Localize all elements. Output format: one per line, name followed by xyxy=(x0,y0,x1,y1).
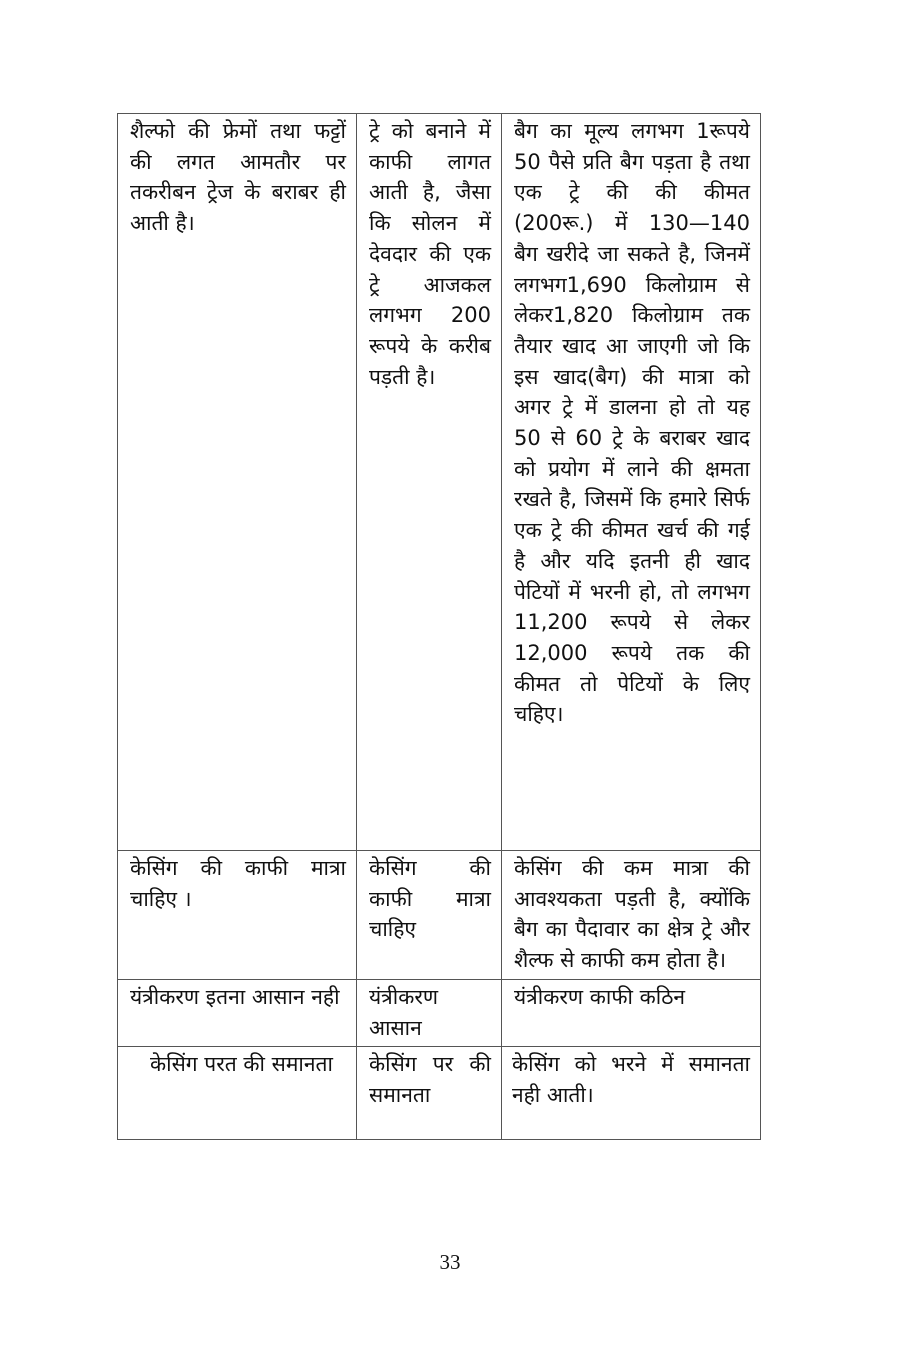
table-row xyxy=(118,851,761,980)
shelf-cell: शैल्फो की फ्रेमों तथा फट्टों की लगत आमतौर पर तकरीबन ट्रेज के बराबर ही आती है। xyxy=(118,114,357,851)
table-row xyxy=(118,114,761,851)
tray-cell: ट्रे को बनाने में काफी लागत आती है, जैसा कि सोलन में देवदार की एक ट्रे आजकल लगभग 200 रूपये के करीब पड़ती है। xyxy=(357,114,502,851)
shelf-cell: केसिंग परत की समानता xyxy=(118,1047,357,1140)
bag-cell: बैग का मूल्य लगभग 1रूपये 50 पैसे प्रति बैग पड़ता है तथा एक ट्रे की की कीमत (200रू.) में 130—140 बैग खरीदे जा सकते है, जिनमें लगभग1,690 किलोग्राम से लेकर1,820 किलोग्राम तक तैयार खाद आ जाएगी जो कि इस खाद(बैग) की मात्रा को अगर ट्रे में डालना हो तो यह 50 से 60 ट्रे के बराबर खाद को प्रयोग में लाने की क्षमता रखते है, जिसमें कि हमारे सिर्फ एक ट्रे की कीमत खर्च की गई है और यदि इतनी ही खाद पेटियों में भरनी हो, तो लगभग 11,200 रूपये से लेकर 12,000 रूपये तक की कीमत तो पेटियों के लिए चहिए। xyxy=(502,114,761,851)
shelf-cell: यंत्रीकरण इतना आसान नही xyxy=(118,980,357,1047)
bag-cell: यंत्रीकरण काफी कठिन xyxy=(502,980,761,1047)
bag-cell: केसिंग की कम मात्रा की आवश्यकता पड़ती है, क्योंकि बैग का पैदावार का क्षेत्र ट्रे और शैल्फ से काफी कम होता है। xyxy=(502,851,761,980)
shelf-cell: केसिंग की काफी मात्रा चाहिए । xyxy=(118,851,357,980)
table-row xyxy=(118,980,761,1047)
table-row xyxy=(118,1047,761,1140)
tray-cell: यंत्रीकरण आसान xyxy=(357,980,502,1047)
tray-cell: केसिंग पर की समानता xyxy=(357,1047,502,1140)
comparison-table xyxy=(117,113,761,1140)
bag-cell: केसिंग को भरने में समानता नही आती। xyxy=(502,1047,761,1140)
tray-cell: केसिंग की काफी मात्रा चाहिए xyxy=(357,851,502,980)
page-number: 33 xyxy=(439,1250,461,1274)
